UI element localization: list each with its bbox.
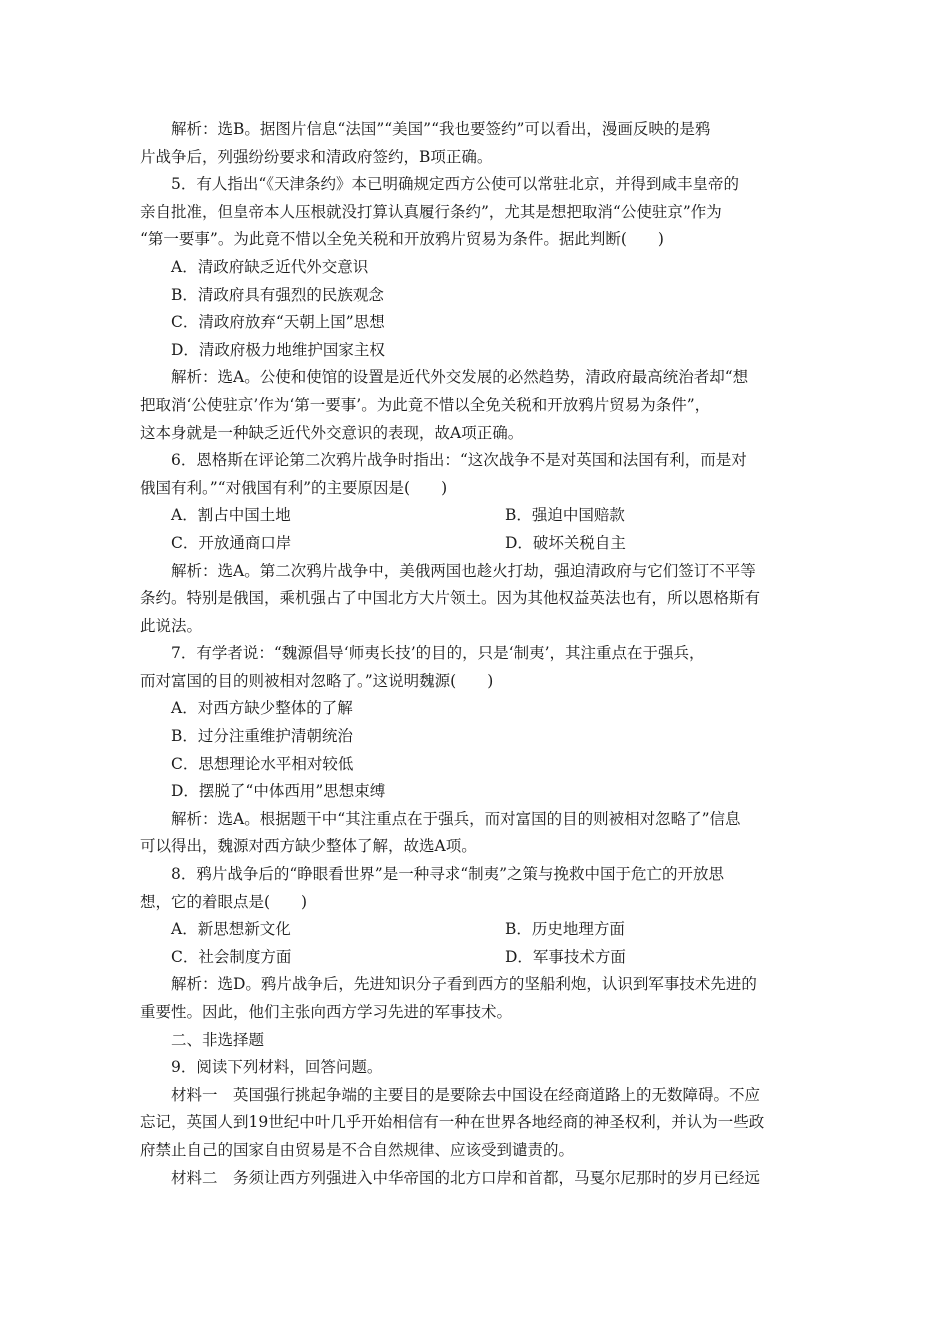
question-6-line: 俄国有利。”“对俄国有利”的主要原因是( ) bbox=[140, 478, 448, 497]
question-6 bbox=[140, 447, 812, 502]
option-right: D．破坏关税自主 bbox=[505, 533, 626, 552]
material-2-line: 材料二 务须让西方列强进入中华帝国的北方口岸和首都，马戛尔尼那时的岁月已经远 bbox=[171, 1168, 761, 1187]
question-8 bbox=[140, 861, 812, 916]
analysis-8-line: 解析：选D。鸦片战争后，先进知识分子看到西方的坚船利炮，认识到军事技术先进的 bbox=[171, 975, 757, 994]
option-left: C．社会制度方面 bbox=[171, 947, 292, 966]
analysis-4-line: 解析：选B。据图片信息“法国”“美国”“我也要签约”可以看出，漫画反映的是鸦 bbox=[171, 120, 711, 138]
document-page bbox=[140, 116, 812, 1192]
analysis-4-line: 片战争后，列强纷纷要求和清政府签约，B项正确。 bbox=[140, 147, 493, 166]
question-5-line: 亲自批准，但皇帝本人压根就没打算认真履行条约”，尤其是想把取消“公使驻京”作为 bbox=[140, 202, 722, 221]
analysis-7-line: 可以得出，魏源对西方缺少整体了解，故选A项。 bbox=[140, 837, 477, 856]
q7-option-d: D．摆脱了“中体西用”思想束缚 bbox=[171, 782, 386, 801]
option-left: C．开放通商口岸 bbox=[171, 533, 292, 552]
question-7-line: 7．有学者说：“魏源倡导‘师夷长技’的目的，只是‘制夷’，其注重点在于强兵， bbox=[171, 644, 705, 663]
question-8-line: 想，它的着眼点是( ) bbox=[140, 892, 308, 911]
question-7 bbox=[140, 640, 812, 695]
q5-option-b: B．清政府具有强烈的民族观念 bbox=[171, 285, 384, 304]
analysis-5-line: 这本身就是一种缺乏近代外交意识的表现，故A项正确。 bbox=[140, 423, 524, 442]
question-5-line: “第一要事”。为此竟不惜以全免关税和开放鸦片贸易为条件。据此判断( ) bbox=[140, 230, 664, 249]
question-7-line: 而对富国的目的则被相对忽略了。”这说明魏源( ) bbox=[140, 671, 494, 690]
analysis-8 bbox=[140, 971, 812, 1026]
question-8-line: 8．鸦片战争后的“睁眼看世界”是一种寻求“制夷”之策与挽救中国于危亡的开放思 bbox=[171, 865, 725, 884]
analysis-8-line: 重要性。因此，他们主张向西方学习先进的军事技术。 bbox=[140, 1003, 513, 1021]
material-1-line: 材料一 英国强行挑起争端的主要目的是要除去中国设在经商道路上的无数障碍。不应 bbox=[171, 1085, 761, 1104]
option-right: B．强迫中国赔款 bbox=[505, 506, 625, 525]
analysis-5-line: 解析：选A。公使和使馆的设置是近代外交发展的必然趋势，清政府最高统治者却“想 bbox=[171, 368, 749, 387]
question-5-line: 5．有人指出“《天津条约》本已明确规定西方公使可以常驻北京，并得到咸丰皇帝的 bbox=[171, 175, 740, 194]
q5-option-a: A．清政府缺乏近代外交意识 bbox=[171, 257, 369, 276]
analysis-6-line: 此说法。 bbox=[140, 616, 203, 635]
material-1 bbox=[140, 1082, 812, 1165]
option-left: A．新思想新文化 bbox=[171, 920, 291, 939]
analysis-5 bbox=[140, 364, 812, 447]
option-right: D．军事技术方面 bbox=[505, 947, 626, 966]
analysis-6-line: 条约。特别是俄国，乘机强占了中国北方大片领土。因为其他权益英法也有，所以恩格斯有 bbox=[140, 589, 761, 608]
q5-option-d: D．清政府极力地维护国家主权 bbox=[171, 340, 385, 359]
analysis-4 bbox=[140, 116, 812, 171]
analysis-5-line: 把取消‘公使驻京’作为‘第一要事’。为此竟不惜以全免关税和开放鸦片贸易为条件”， bbox=[140, 395, 711, 414]
q7-option-a: A．对西方缺少整体的了解 bbox=[171, 699, 353, 718]
question-5 bbox=[140, 171, 812, 254]
analysis-6-line: 解析：选A。第二次鸦片战争中，美俄两国也趁火打劫，强迫清政府与它们签订不平等 bbox=[171, 561, 756, 580]
analysis-6 bbox=[140, 558, 812, 641]
section-heading: 二、非选择题 bbox=[171, 1030, 265, 1049]
material-1-line: 忘记，英国人到19世纪中叶几乎开始相信有一种在世界各地经商的神圣权利，并认为一些政 bbox=[140, 1113, 765, 1132]
material-2 bbox=[140, 1165, 812, 1193]
question-6-line: 6．恩格斯在评论第二次鸦片战争时指出：“这次战争不是对英国和法国有利，而是对 bbox=[171, 451, 747, 470]
analysis-7-line: 解析：选A。根据题干中“其注重点在于强兵，而对富国的目的则被相对忽略了”信息 bbox=[171, 809, 741, 828]
q5-option-c: C．清政府放弃“天朝上国”思想 bbox=[171, 313, 385, 332]
q6-options-cd bbox=[140, 530, 812, 558]
q7-option-b: B．过分注重维护清朝统治 bbox=[171, 727, 353, 746]
analysis-7 bbox=[140, 806, 812, 861]
option-right: B．历史地理方面 bbox=[505, 920, 625, 939]
option-left: A．割占中国土地 bbox=[171, 506, 291, 525]
q6-options-ab bbox=[140, 502, 812, 530]
material-1-line: 府禁止自己的国家自由贸易是不合自然规律、应该受到谴责的。 bbox=[140, 1140, 575, 1159]
q8-options-cd bbox=[140, 944, 812, 972]
q7-option-c: C．思想理论水平相对较低 bbox=[171, 754, 354, 773]
question-9: 9．阅读下列材料，回答问题。 bbox=[171, 1058, 383, 1077]
q8-options-ab bbox=[140, 916, 812, 944]
